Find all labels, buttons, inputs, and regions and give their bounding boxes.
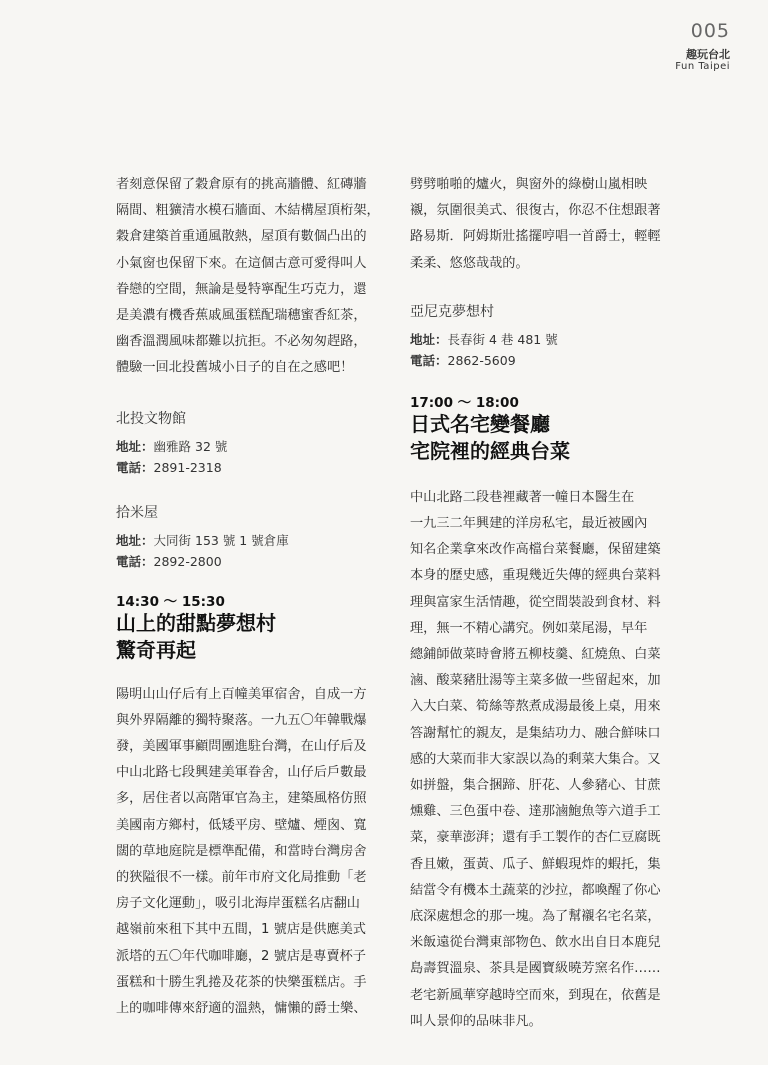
venue-address <box>116 530 384 551</box>
text-line: 菜，豪華澎湃；還有手工製作的杏仁豆腐既 <box>410 830 661 846</box>
text-line: 發，美國軍事顧問團進駐台灣，在山仔后及 <box>116 739 367 755</box>
magazine-title-en: Fun Taipei <box>675 61 730 72</box>
text-line: 總鋪師做菜時會將五柳枝羹、紅燒魚、白菜 <box>410 647 661 663</box>
title-line: 驚奇再起 <box>116 637 196 662</box>
section-time: 14:30 ～ 15:30 <box>116 593 225 610</box>
text-line: 老宅新風華穿越時空而來，到現在，依舊是 <box>410 987 661 1003</box>
text-line: 多，居住者以高階軍官為主，建築風格仿照 <box>116 791 367 807</box>
text-line: 幽香溫潤風味都難以抗拒。不必匆匆趕路， <box>116 334 367 350</box>
venue-name: 北投文物館 <box>116 410 186 427</box>
section-time: 17:00 ～ 18:00 <box>410 394 519 411</box>
text-line: 闊的草地庭院是標準配備，和當時台灣房舍 <box>116 843 367 859</box>
text-line: 答謝幫忙的親友，是集結功力、融合鮮味口 <box>410 725 661 741</box>
venue-info-yannick-village <box>410 299 678 371</box>
text-line: 襯，氛圍很美式、很復古，你忍不住想跟著 <box>410 203 661 219</box>
phone-value: 2892-2800 <box>153 553 222 569</box>
venue-phone <box>116 457 384 478</box>
venue-address <box>410 329 678 350</box>
phone-value: 2891-2318 <box>153 459 222 475</box>
text-line: 越嶺前來租下其中五間，1 號店是供應美式 <box>116 922 366 938</box>
text-line: 美國南方鄉村，低矮平房、壁爐、煙囪、寬 <box>116 817 367 833</box>
address-label: 地址： <box>116 438 154 454</box>
right-column <box>410 172 678 1035</box>
phone-label: 電話： <box>410 352 448 368</box>
text-line: 中山北路二段巷裡藏著一幢日本醫生在 <box>410 489 635 505</box>
text-line: 米飯遠從台灣東部物色、飲水出自日本鹿兒 <box>410 935 661 951</box>
text-line: 中山北路七段興建美軍眷舍，山仔后戶數最 <box>116 765 367 781</box>
section-title <box>116 610 384 664</box>
text-line: 滷、酸菜豬肚湯等主菜多做一些留起來，加 <box>410 673 661 689</box>
text-line: 底深處想念的那一塊。為了幫襯名宅名菜， <box>410 909 661 925</box>
text-line: 本身的歷史感，重現幾近失傳的經典台菜料 <box>410 568 661 584</box>
page-number: 005 <box>690 20 730 42</box>
left-column <box>116 172 384 1022</box>
left-intro-paragraph <box>116 172 384 382</box>
address-value: 大同街 153 號 1 號倉庫 <box>153 532 289 548</box>
text-line: 與外界隔離的獨特聚落。一九五〇年韓戰爆 <box>116 712 367 728</box>
text-line: 一九三二年興建的洋房私宅，最近被國內 <box>410 516 648 532</box>
address-value: 長春街 4 巷 481 號 <box>447 331 558 347</box>
text-line: 燻雞、三色蛋中卷、達那滷鮑魚等六道手工 <box>410 804 661 820</box>
text-line: 島壽賀溫泉、茶具是國寶級曉芳窯名作…… <box>410 961 661 977</box>
title-line: 日式名宅變餐廳 <box>410 411 550 436</box>
venue-address <box>116 436 384 457</box>
title-line: 宅院裡的經典台菜 <box>410 438 570 463</box>
text-line: 小氣窗也保留下來。在這個古意可愛得叫人 <box>116 255 367 271</box>
left-section-body <box>116 682 384 1023</box>
right-intro-paragraph <box>410 172 678 277</box>
text-line: 派塔的五〇年代咖啡廳，2 號店是專賣杯子 <box>116 948 366 964</box>
text-line: 上的咖啡傳來舒適的溫熱，慵懶的爵士樂、 <box>116 1001 367 1017</box>
section-title <box>410 411 678 465</box>
text-line: 感的大菜而非大家誤以為的剩菜大集合。又 <box>410 751 661 767</box>
address-label: 地址： <box>116 532 154 548</box>
text-line: 香且嫩，蛋黃、瓜子、鮮蝦現炸的蝦托，集 <box>410 856 661 872</box>
text-line: 路易斯．阿姆斯壯搖擺哼唱一首爵士，輕輕 <box>410 229 661 245</box>
phone-value: 2862-5609 <box>447 352 516 368</box>
text-line: 眷戀的空間，無論是曼特寧配生巧克力，還 <box>116 281 367 297</box>
magazine-title-zh: 趣玩台北 <box>686 48 730 61</box>
spacer <box>116 664 384 682</box>
venue-name: 亞尼克夢想村 <box>410 303 494 320</box>
page-header <box>675 20 730 73</box>
spacer <box>410 465 678 485</box>
text-line: 房子文化運動」，吸引北海岸蛋糕名店翻山 <box>116 896 360 912</box>
venue-info-shimi-house <box>116 500 384 572</box>
text-line: 理與富家生活情趣，從空間裝設到食材、料 <box>410 594 661 610</box>
text-line: 叫人景仰的品味非凡。 <box>410 1013 542 1029</box>
text-line: 是美濃有機香蕉戚風蛋糕配瑞穗蜜香紅茶， <box>116 308 367 324</box>
address-value: 幽雅路 32 號 <box>153 438 228 454</box>
venue-phone <box>410 350 678 371</box>
text-line: 隔間、粗獷清水模石牆面、木結構屋頂桁架， <box>116 203 380 219</box>
text-line: 者刻意保留了穀倉原有的挑高牆體、紅磚牆 <box>116 177 367 192</box>
text-line: 結當令有機本土蔬菜的沙拉，都喚醒了你心 <box>410 882 661 898</box>
phone-label: 電話： <box>116 459 154 475</box>
venue-info-beitou-museum <box>116 406 384 478</box>
text-line: 穀倉建築首重通風散熱，屋頂有數個凸出的 <box>116 229 367 245</box>
title-line: 山上的甜點夢想村 <box>116 610 276 635</box>
text-line: 理，無一不精心講究。例如菜尾湯，早年 <box>410 620 648 636</box>
text-line: 入大白菜、筍絲等熬煮成湯最後上桌，用來 <box>410 699 661 715</box>
text-line: 陽明山山仔后有上百幢美軍宿舍，自成一方 <box>116 686 367 702</box>
text-line: 的狹隘很不一樣。前年市府文化局推動「老 <box>116 870 367 886</box>
text-line: 體驗一回北投舊城小日子的自在之感吧！ <box>116 360 354 376</box>
venue-phone <box>116 551 384 572</box>
right-section-body <box>410 485 678 1035</box>
phone-label: 電話： <box>116 553 154 569</box>
text-line: 蛋糕和十勝生乳捲及花茶的快樂蛋糕店。手 <box>116 974 367 990</box>
text-line: 知名企業拿來改作高檔台菜餐廳，保留建築 <box>410 542 661 558</box>
text-line: 如拼盤，集合捆蹄、肝花、人參豬心、甘蔗 <box>410 778 661 794</box>
venue-name: 拾米屋 <box>116 504 158 521</box>
text-line: 柔柔、悠悠哉哉的。 <box>410 255 529 271</box>
address-label: 地址： <box>410 331 448 347</box>
text-line: 劈劈啪啪的爐火，與窗外的綠樹山嵐相映 <box>410 177 648 192</box>
